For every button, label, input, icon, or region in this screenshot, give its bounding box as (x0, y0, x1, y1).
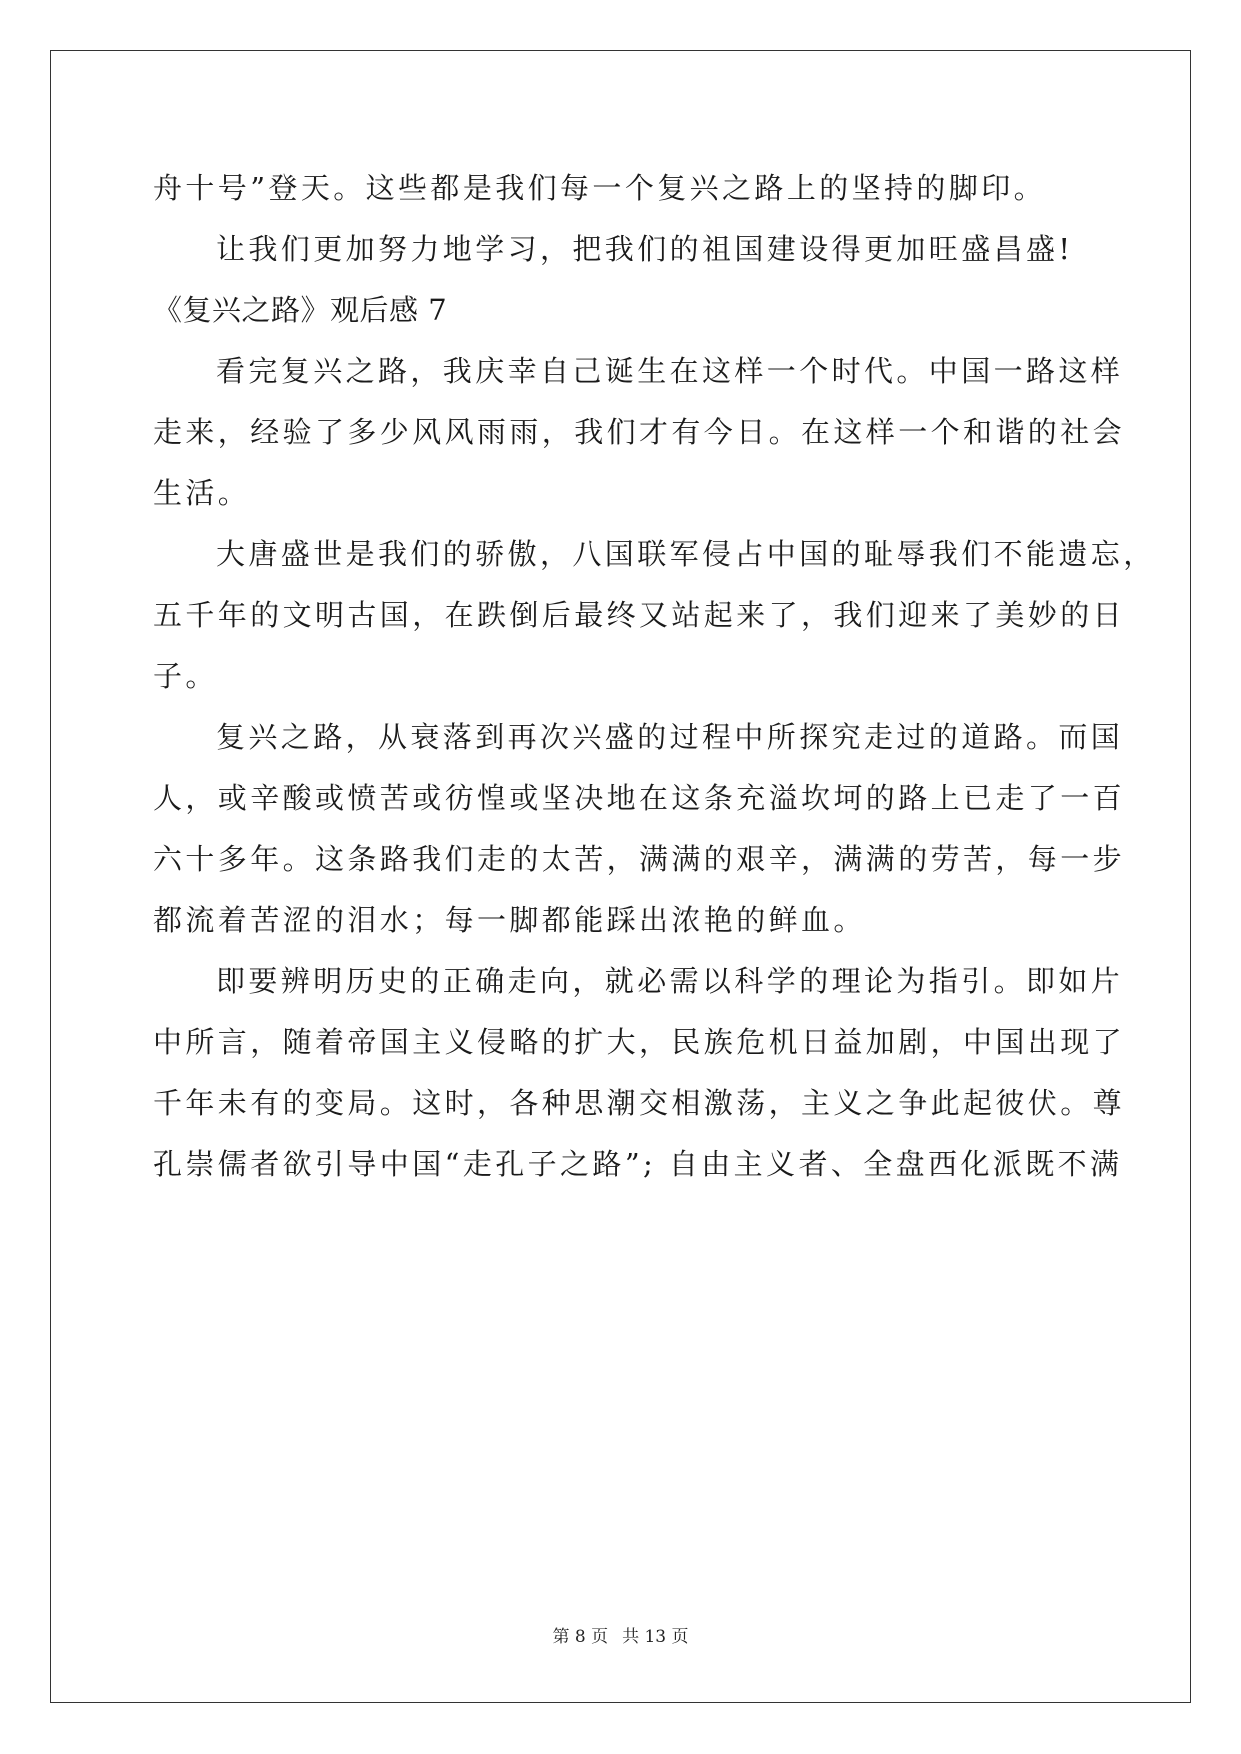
page-number: 第 8 页 (552, 1627, 609, 1647)
text-line: 人，或辛酸或愤苦或彷惶或坚决地在这条充溢坎坷的路上已走了一百 (153, 781, 1126, 815)
text-line: 六十多年。这条路我们走的太苦，满满的艰辛，满满的劳苦，每一步 (153, 842, 1126, 876)
page-total: 共 13 页 (622, 1627, 689, 1647)
section-title: 《复兴之路》观后感 7 (153, 293, 448, 327)
page-footer (0, 1622, 1241, 1647)
text-line: 子。 (153, 659, 218, 693)
text-line: 舟十号”登天。这些都是我们每一个复兴之路上的坚持的脚印。 (153, 171, 1047, 205)
text-line: 千年未有的变局。这时，各种思潮交相激荡，主义之争此起彼伏。尊 (153, 1086, 1126, 1120)
text-line: 中所言，随着帝国主义侵略的扩大，民族危机日益加剧，中国出现了 (153, 1025, 1126, 1059)
text-line: 走来，经验了多少风风雨雨，我们才有今日。在这样一个和谐的社会 (153, 415, 1126, 449)
paragraph-line: 看完复兴之路，我庆幸自己诞生在这样一个时代。中国一路这样 (216, 354, 1124, 388)
document-body (153, 158, 1156, 1195)
paragraph-line: 让我们更加努力地学习，把我们的祖国建设得更加旺盛昌盛! (216, 232, 1074, 266)
text-line: 生活。 (153, 476, 251, 510)
paragraph-line: 复兴之路，从衰落到再次兴盛的过程中所探究走过的道路。而国 (216, 720, 1124, 754)
paragraph-line: 即要辨明历史的正确走向，就必需以科学的理论为指引。即如片 (216, 964, 1124, 998)
text-line: 五千年的文明古国，在跌倒后最终又站起来了，我们迎来了美妙的日 (153, 598, 1126, 632)
text-line: 孔崇儒者欲引导中国“走孔子之路”; 自由主义者、全盘西化派既不满 (153, 1147, 1123, 1181)
paragraph-line: 大唐盛世是我们的骄傲，八国联军侵占中国的耻辱我们不能遗忘， (216, 537, 1156, 571)
text-line: 都流着苦涩的泪水；每一脚都能踩出浓艳的鲜血。 (153, 903, 866, 937)
